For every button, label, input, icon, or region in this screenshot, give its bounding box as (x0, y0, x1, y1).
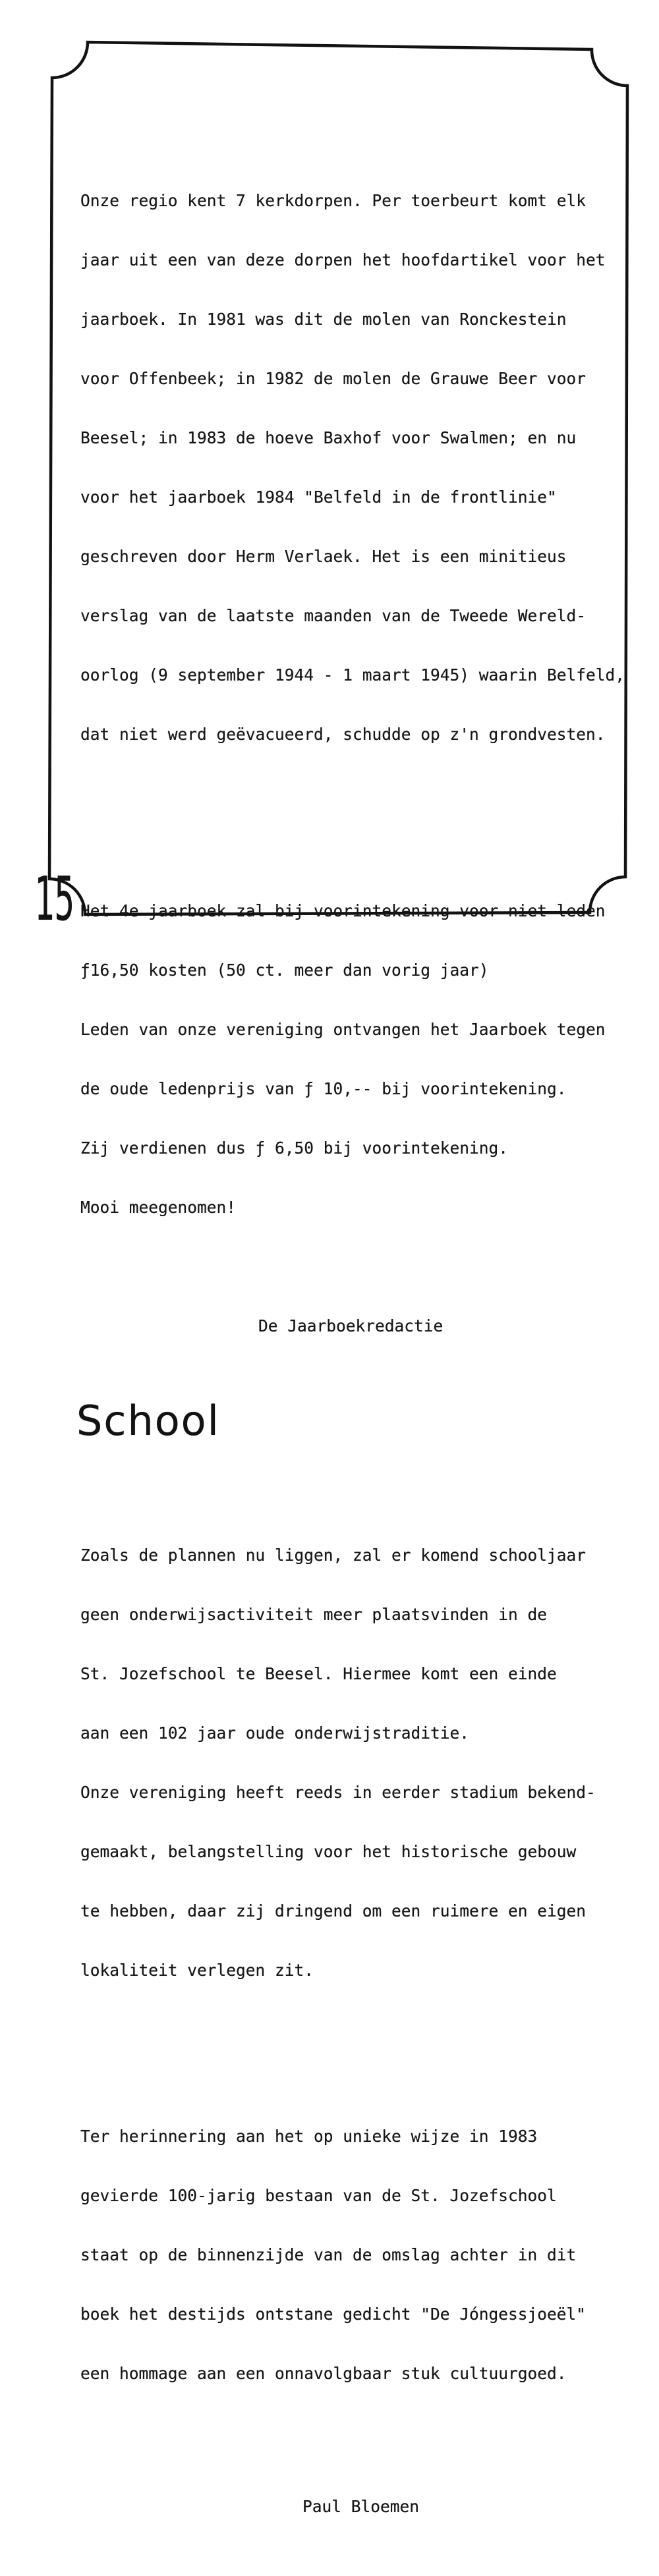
text-line: Onze vereniging heeft reeds in eerder stadium bekend- (80, 1783, 596, 1802)
text-line: de oude ledenprijs van ƒ 10,-- bij voorintekening. (80, 1079, 567, 1098)
text-line: jaarboek. In 1981 was dit de molen van Ronckestein (80, 310, 567, 329)
text-line: boek het destijds ontstane gedicht "De Jóngessjoeël" (80, 2305, 587, 2324)
page-body-text (76, 92, 641, 2576)
text-line: aan een 102 jaar oude onderwijstraditie. (80, 1723, 470, 1743)
text-line: geen onderwijsactiviteit meer plaatsvinden in de (80, 1605, 548, 1624)
text-line: Leden van onze vereniging ontvangen het Jaarboek tegen (80, 1020, 606, 1039)
text-line: St. Jozefschool te Beesel. Hiermee komt een einde (80, 1664, 557, 1683)
text-line: Ter herinnering aan het op unieke wijze in 1983 (80, 2127, 538, 2146)
school-section-heading: School (76, 1397, 220, 1445)
text-line: een hommage aan een onnavolgbaar stuk cultuurgoed. (80, 2364, 567, 2383)
intro-paragraph (80, 152, 641, 784)
text-line: staat op de binnenzijde van de omslag achter in dit (80, 2245, 577, 2264)
text-line: Mooi meegenomen! (80, 1198, 237, 1217)
text-line: gevierde 100-jarig bestaan van de St. Jozefschool (80, 2186, 557, 2205)
text-line: ƒ16,50 kosten (50 ct. meer dan vorig jaar) (80, 961, 489, 980)
text-line: gemaakt, belangstelling voor het historische gebouw (80, 1842, 577, 1861)
text-line: geschreven door Herm Verlaek. Het is een minitieus (80, 547, 567, 566)
page-number: 15 (34, 864, 74, 934)
text-line: lokaliteit verlegen zit. (80, 1961, 314, 1980)
text-line: verslag van de laatste maanden van de Tweede Wereld- (80, 606, 587, 625)
text-line: voor het jaarboek 1984 "Belfeld in de frontlinie" (80, 488, 557, 507)
school-paragraph (80, 1506, 641, 2020)
text-line: Zij verdienen dus ƒ 6,50 bij voorintekening. (80, 1138, 509, 1158)
text-line: oorlog (9 september 1944 - 1 maart 1945) waarin Belfeld, (80, 665, 625, 685)
text-line: voor Offenbeek; in 1982 de molen de Grauwe Beer voor (80, 369, 587, 388)
text-line: Het 4e jaarboek zal bij voorintekening voor niet-leden (80, 901, 606, 920)
pricing-paragraph (80, 862, 641, 1257)
herinnering-paragraph (80, 2087, 641, 2423)
text-line: jaar uit een van deze dorpen het hoofdartikel voor het (80, 250, 606, 269)
text-line: te hebben, daar zij dringend om een ruimere en eigen (80, 1901, 587, 1920)
text-line: dat niet werd geëvacueerd, schudde op z'n grondvesten. (80, 725, 606, 744)
text-line: Beesel; in 1983 de hoeve Baxhof voor Swalmen; en nu (80, 428, 577, 447)
text-line: Onze regio kent 7 kerkdorpen. Per toerbeurt komt elk (80, 191, 587, 210)
jaarboek-signoff: De Jaarboekredactie (258, 1316, 444, 1335)
text-line: Zoals de plannen nu liggen, zal er komend schooljaar (80, 1546, 587, 1565)
author-signoff: Paul Bloemen (302, 2497, 420, 2516)
